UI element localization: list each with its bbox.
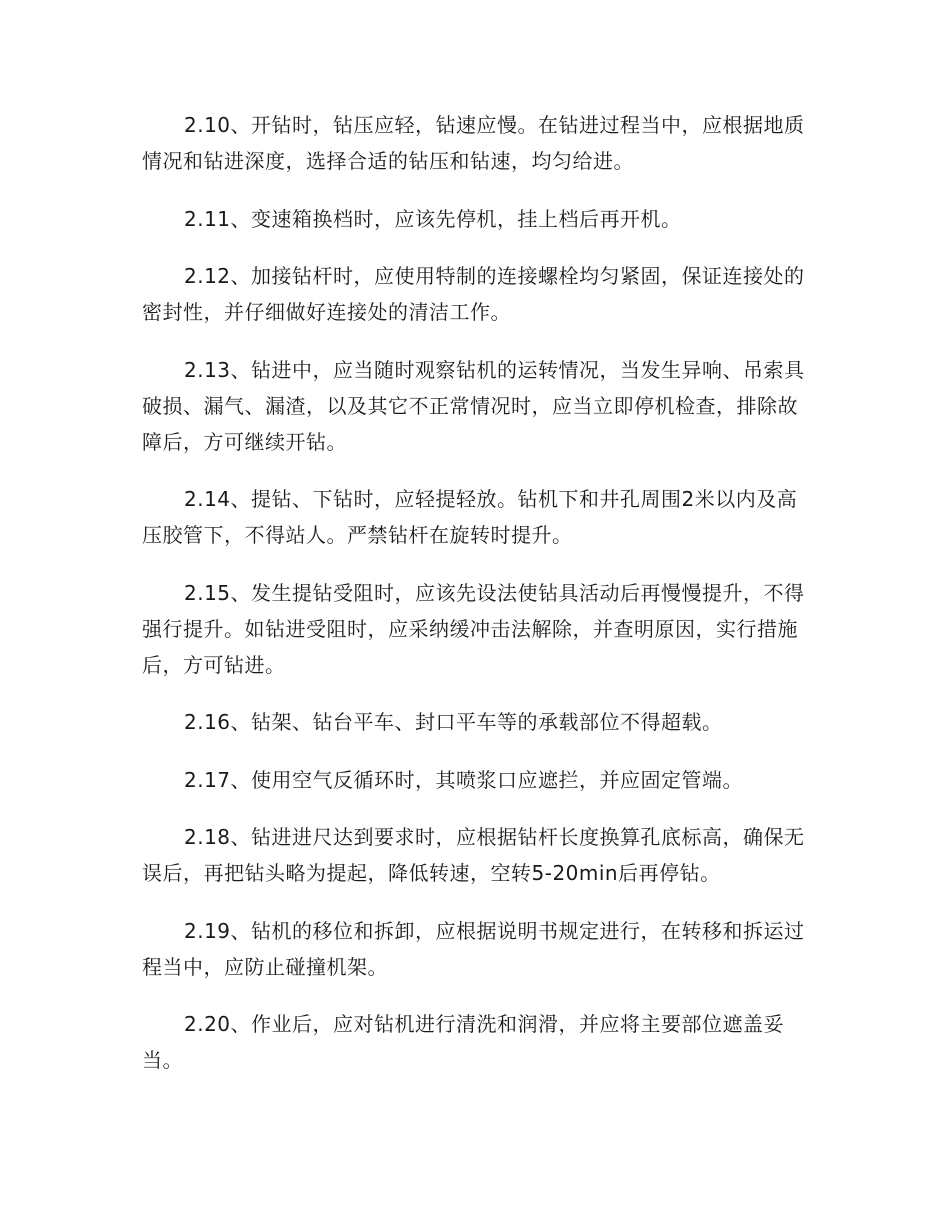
paragraph-2-17: 2.17、使用空气反循环时，其喷浆口应遮拦，并应固定管端。	[184, 767, 744, 792]
paragraph-2-19: 2.19、钻机的移位和拆卸，应根据说明书规定进行，在转移和拆运过程当中，应防止碰撞机架。	[142, 918, 805, 979]
paragraph-2-13: 2.13、钻进中，应当随时观察钻机的运转情况，当发生异响、吊索具破损、漏气、漏渣，以及其它不正常情况时，应当立即停机检查，排除故障后，方可继续开钻。	[142, 357, 805, 454]
document-body	[142, 107, 807, 1100]
paragraph-2-10: 2.10、开钻时，钻压应轻，钻速应慢。在钻进过程当中，应根据地质情况和钻进深度，选择合适的钻压和钻速，均匀给进。	[142, 113, 805, 173]
paragraph-2-11: 2.11、变速箱换档时，应该先停机，挂上档后再开机。	[184, 206, 682, 231]
paragraph-2-16: 2.16、钻架、钻台平车、封口平车等的承载部位不得超载。	[184, 710, 723, 734]
paragraph-2-18: 2.18、钻进进尺达到要求时，应根据钻杆长度换算孔底标高，确保无误后，再把钻头略为提起，降低转速，空转5-20min后再停钻。	[142, 825, 805, 885]
paragraph-2-20: 2.20、作业后，应对钻机进行清洗和润滑，并应将主要部位遮盖妥当。	[142, 1012, 785, 1072]
paragraph-2-15: 2.15、发生提钻受阻时，应该先设法使钻具活动后再慢慢提升，不得强行提升。如钻进受阻时，应采纳缓冲击法解除，并查明原因，实行措施后，方可钻进。	[142, 580, 805, 677]
paragraph-2-14: 2.14、提钻、下钻时，应轻提轻放。钻机下和井孔周围2米以内及高压胶管下，不得站人。严禁钻杆在旋转时提升。	[142, 487, 798, 547]
paragraph-2-12: 2.12、加接钻杆时，应使用特制的连接螺栓均匀紧固，保证连接处的密封性，并仔细做好连接处的清洁工作。	[142, 264, 805, 324]
